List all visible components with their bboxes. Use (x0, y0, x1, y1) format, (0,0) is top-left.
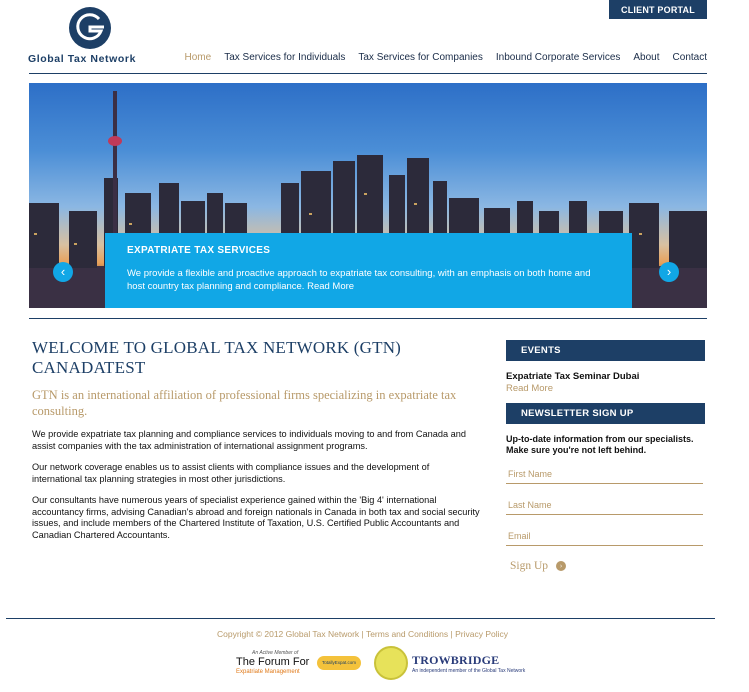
chevron-left-icon: ‹ (60, 264, 66, 279)
logo-g-icon (68, 6, 112, 50)
forum-expatriate-logo[interactable] (232, 646, 364, 680)
nav-tax-companies[interactable]: Tax Services for Companies (358, 52, 483, 63)
paragraph-1: We provide expatriate tax planning and compliance services to individuals moving to and from Canada and assist companies with the tax administration of international assignment programs. (32, 429, 466, 451)
event-title[interactable]: Expatriate Tax Seminar Dubai (506, 371, 640, 382)
copyright-text[interactable]: Copyright © 2012 Global Tax Network | Terms and Conditions | Privacy Policy (217, 629, 508, 639)
event-read-more-link[interactable]: Read More (506, 383, 553, 394)
sign-up-label: Sign Up (510, 560, 549, 572)
logo[interactable] (28, 6, 158, 66)
totallyexpat-badge: TotallyExpat.com (317, 656, 361, 670)
paragraph-3: Our consultants have numerous years of specialist experience gained within the 'Big 4' international accountancy firms, advising Canadian's abroad and foreign nationals in Canada in both tax and social security issues, and include members of the Chartered Institute of Taxation, U.S. Certified Public Accountants and Canadian Chartered Accountants. (32, 495, 480, 540)
trowbridge-logo[interactable] (374, 646, 525, 680)
last-name-field[interactable] (506, 495, 703, 515)
slider-prev-button[interactable] (53, 262, 73, 282)
content-divider (29, 318, 707, 319)
first-name-field[interactable] (506, 464, 703, 484)
trowbridge-member-text: An independent member of the Global Tax Network (412, 667, 526, 674)
newsletter-panel (506, 403, 705, 572)
hero-title: EXPATRIATE TAX SERVICES (127, 245, 271, 256)
main-nav (172, 52, 708, 63)
nav-home[interactable]: Home (184, 52, 212, 63)
trowbridge-emblem-icon (374, 646, 408, 680)
footer-divider (6, 618, 715, 619)
newsletter-description: Up-to-date information from our specialists. Make sure you're not left behind. (506, 434, 694, 455)
chevron-right-icon: › (666, 264, 672, 279)
trowbridge-name: TROWBRIDGE (412, 652, 500, 667)
events-heading: EVENTS (506, 340, 705, 361)
logo-text: Global Tax Network (28, 53, 137, 65)
events-panel (506, 340, 705, 394)
main-content (32, 338, 480, 541)
newsletter-heading: NEWSLETTER SIGN UP (506, 403, 705, 424)
email-field[interactable] (506, 526, 703, 546)
hero-caption (105, 233, 632, 308)
lead-text: GTN is an international affiliation of professional firms specializing in expatriate tax consulting. (32, 388, 457, 418)
forum-big-text: The Forum For (236, 656, 310, 668)
forum-sub-text: Expatriate Management (236, 669, 300, 675)
footer-badges (232, 646, 525, 680)
hero-slider (29, 83, 707, 308)
page-title: WELCOME TO GLOBAL TAX NETWORK (GTN) CANADATEST (32, 338, 402, 377)
nav-contact[interactable]: Contact (672, 52, 707, 63)
forum-small-text: An Active Member of (252, 650, 299, 656)
paragraph-2: Our network coverage enables us to assist clients with compliance issues and the development of international tax planning strategies in most other jurisdictions. (32, 462, 430, 484)
nav-about[interactable]: About (633, 52, 660, 63)
client-portal-button[interactable]: CLIENT PORTAL (609, 0, 707, 19)
hero-text[interactable]: We provide a flexible and proactive approach to expatriate tax consulting, with an emphasis on both home and host country tax planning and compliance. Read More (127, 268, 591, 292)
sign-up-button[interactable] (510, 560, 705, 572)
slider-next-button[interactable] (659, 262, 679, 282)
arrow-right-icon: › (556, 561, 566, 571)
header-divider (29, 73, 707, 74)
nav-tax-individuals[interactable]: Tax Services for Individuals (224, 52, 346, 63)
nav-inbound-corporate[interactable]: Inbound Corporate Services (495, 52, 621, 63)
